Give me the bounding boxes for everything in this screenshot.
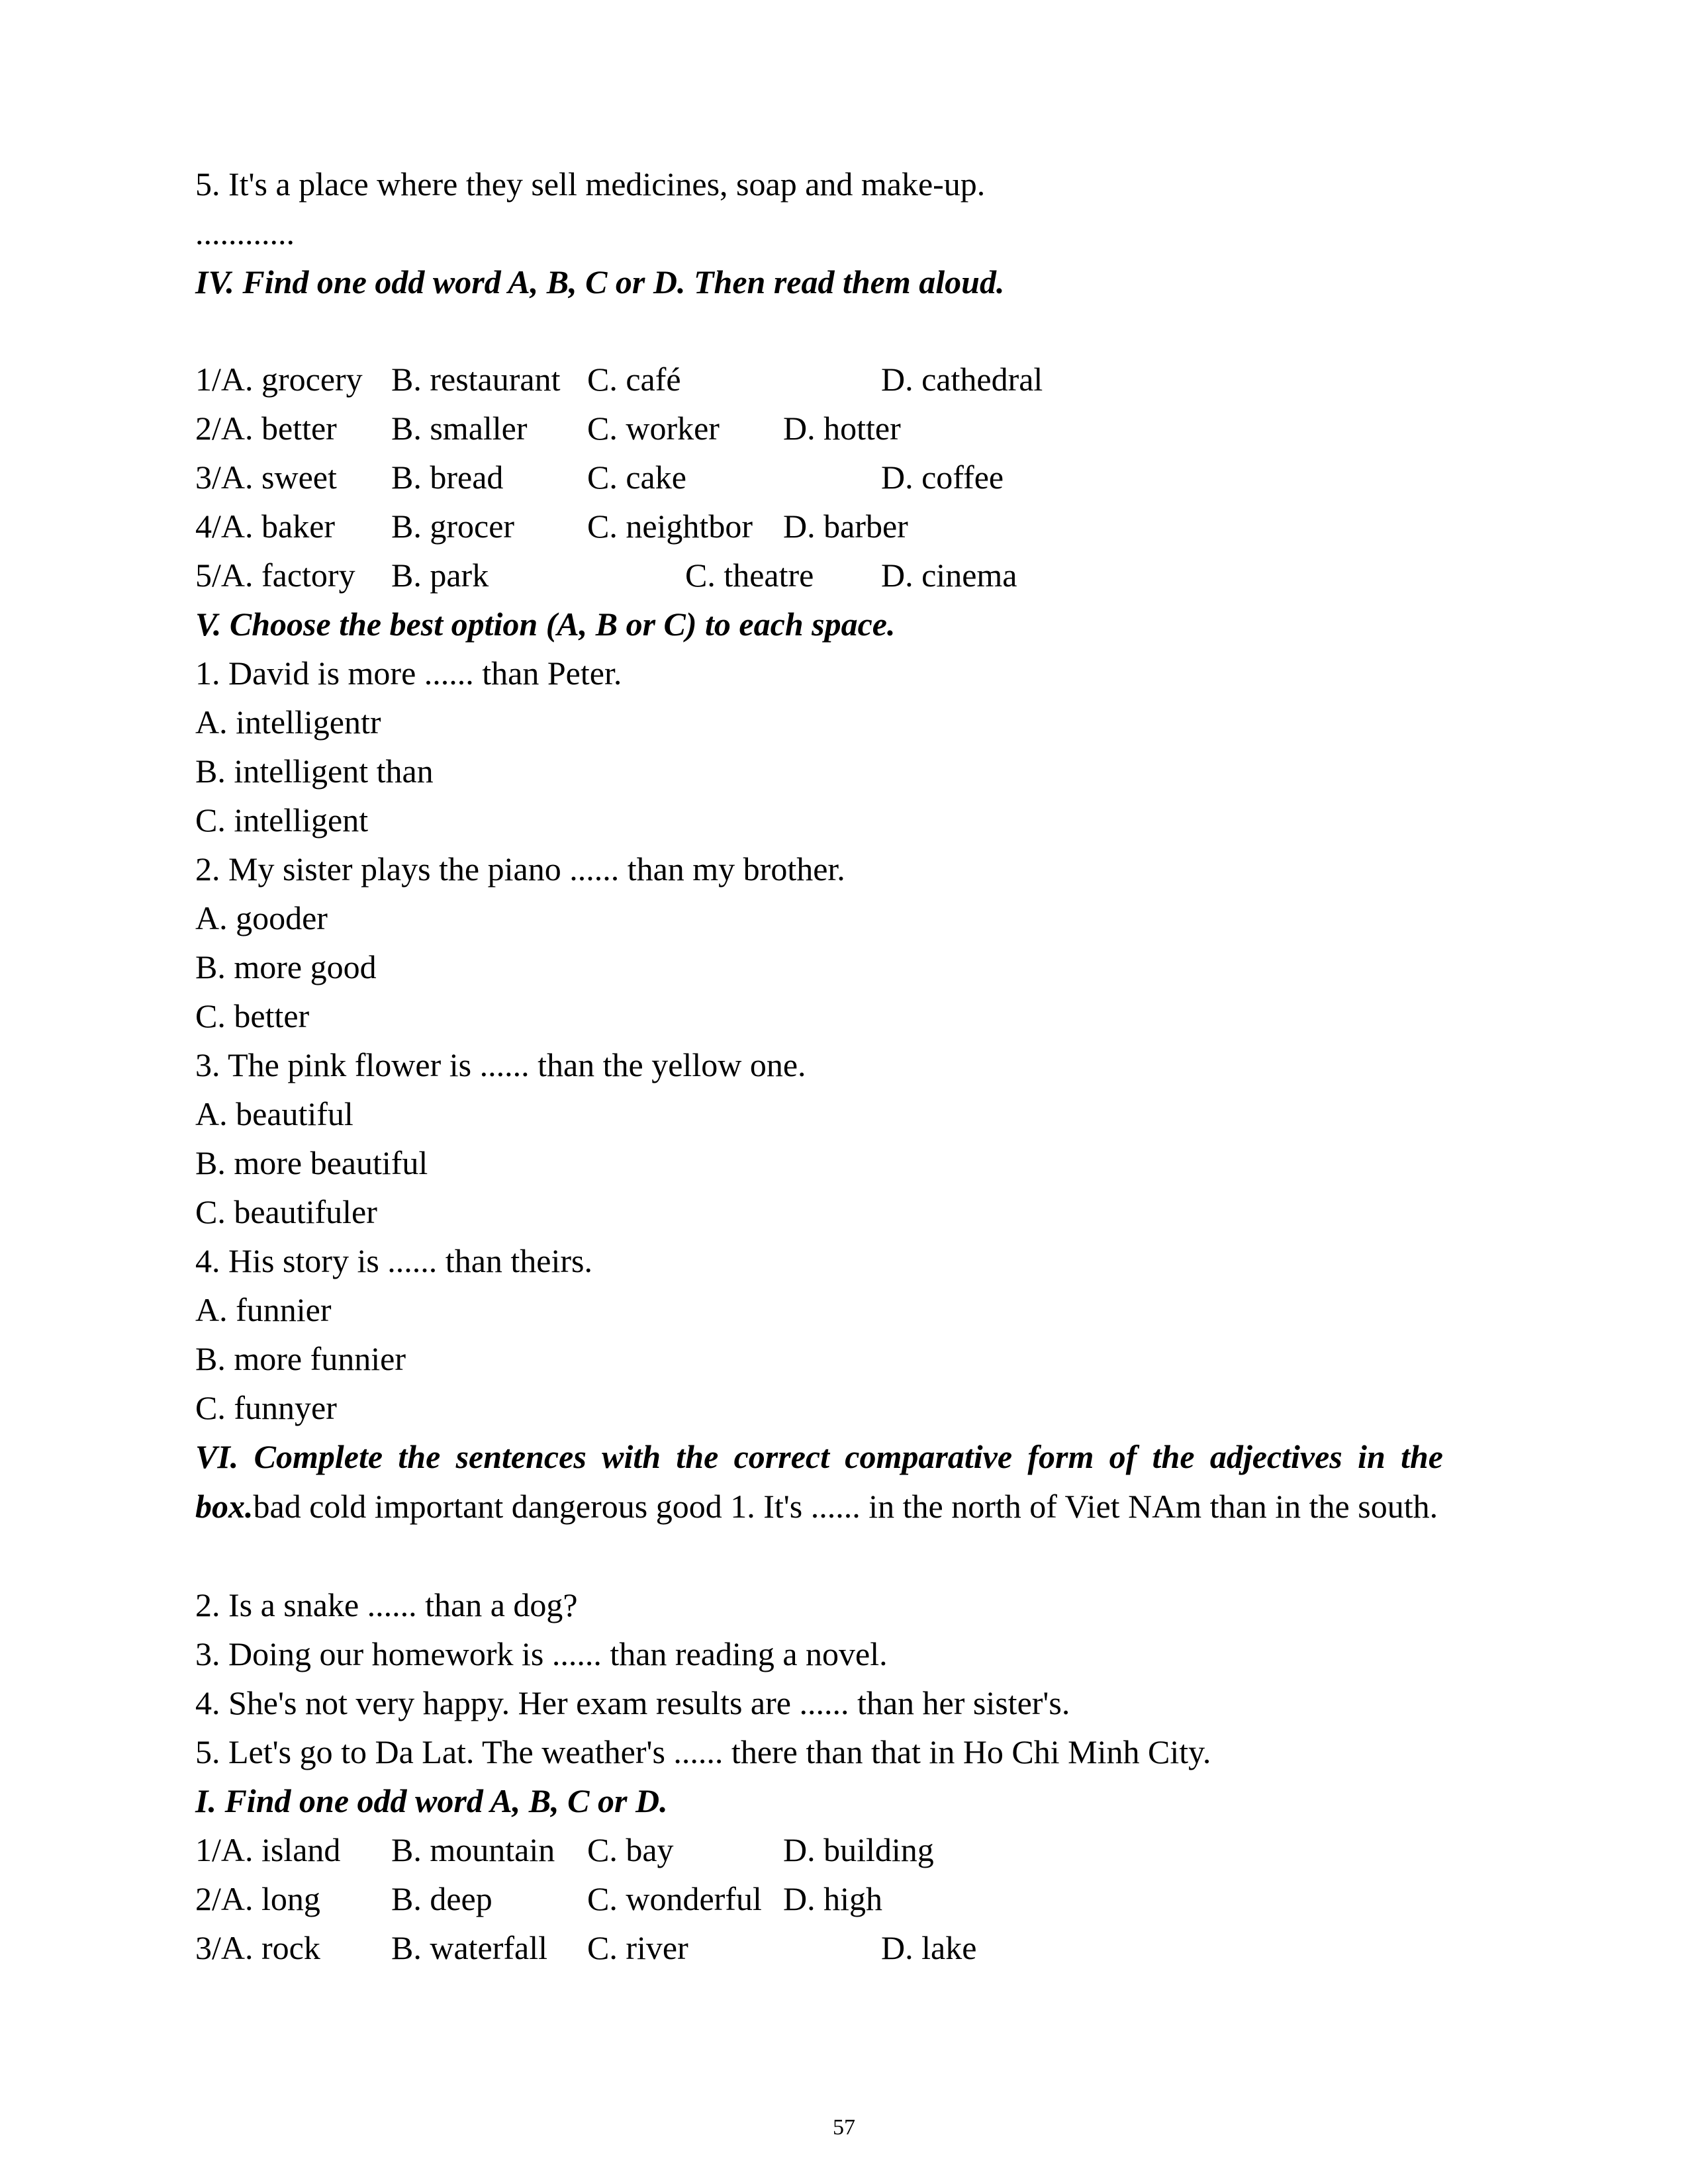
odd-word-row [195, 555, 1453, 595]
section-iv-heading: IV. Find one odd word A, B, C or D. Then read them aloud. [195, 263, 1005, 300]
mc-question: 4. His story is ...... than theirs. [195, 1242, 592, 1279]
odd-word-row [195, 1830, 1453, 1870]
box-word: good [655, 1488, 722, 1525]
odd-word-row [195, 506, 1453, 546]
option-a: 1/A. grocery [195, 361, 363, 398]
mc-option: A. intelligentr [195, 704, 381, 741]
odd-word-row [195, 457, 1453, 497]
mc-option: A. gooder [195, 899, 328, 936]
option-d: D. high [783, 1880, 882, 1917]
option-d: D. cathedral [881, 361, 1043, 398]
answer-blank: ............ [195, 214, 295, 251]
section-vi-paragraph [195, 1432, 1443, 1531]
option-a: 3/A. rock [195, 1929, 320, 1966]
option-b: B. waterfall [391, 1929, 548, 1966]
box-word: important [374, 1488, 504, 1525]
mc-option: B. more funnier [195, 1340, 406, 1377]
mc-option: C. beautifuler [195, 1193, 377, 1230]
mc-option: B. intelligent than [195, 752, 434, 790]
fill-sentence: 5. Let's go to Da Lat. The weather's ...... there than that in Ho Chi Minh City. [195, 1733, 1211, 1770]
section-vi-heading: VI. Complete the sentences with the correct comparative form of the adjectives in the [195, 1438, 1443, 1475]
mc-question: 1. David is more ...... than Peter. [195, 655, 622, 692]
option-b: B. smaller [391, 410, 528, 447]
option-a: 5/A. factory [195, 557, 355, 594]
option-b: B. deep [391, 1880, 492, 1917]
mc-option: C. funnyer [195, 1389, 337, 1426]
odd-word-row [195, 359, 1453, 399]
mc-option: A. beautiful [195, 1095, 353, 1132]
option-c: C. worker [587, 410, 720, 447]
question-5: 5. It's a place where they sell medicines, soap and make-up. [195, 165, 986, 203]
page-number: 57 [833, 2115, 855, 2140]
option-c: C. cake [587, 459, 686, 496]
option-c: C. café [587, 361, 681, 398]
option-d: D. building [783, 1831, 934, 1868]
section-vi-heading-end: box. [195, 1488, 254, 1525]
option-c: C. theatre [685, 557, 814, 594]
mc-option: C. intelligent [195, 801, 369, 839]
fill-sentence: 4. She's not very happy. Her exam results are ...... than her sister's. [195, 1684, 1070, 1721]
mc-question: 3. The pink flower is ...... than the yellow one. [195, 1046, 806, 1083]
option-b: B. grocer [391, 508, 515, 545]
mc-option: B. more good [195, 948, 377, 985]
option-d: D. cinema [881, 557, 1017, 594]
fill-sentence: 3. Doing our homework is ...... than reading a novel. [195, 1635, 888, 1672]
fill-sentence: 1. It's ...... in the north of Viet NAm than in the south. [730, 1488, 1438, 1525]
odd-word-row [195, 1928, 1453, 1968]
mc-question: 2. My sister plays the piano ...... than my brother. [195, 850, 845, 887]
mc-option: C. better [195, 997, 310, 1034]
option-c: C. neightbor [587, 508, 753, 545]
box-word: dangerous [511, 1488, 648, 1525]
section-i-heading: I. Find one odd word A, B, C or D. [195, 1782, 668, 1819]
option-b: B. bread [391, 459, 504, 496]
option-b: B. park [391, 557, 489, 594]
fill-sentence: 2. Is a snake ...... than a dog? [195, 1586, 578, 1623]
option-d: D. hotter [783, 410, 901, 447]
option-c: C. wonderful [587, 1880, 762, 1917]
option-a: 1/A. island [195, 1831, 341, 1868]
mc-option: A. funnier [195, 1291, 332, 1328]
option-c: C. river [587, 1929, 688, 1966]
option-a: 4/A. baker [195, 508, 336, 545]
option-a: 3/A. sweet [195, 459, 337, 496]
option-d: D. coffee [881, 459, 1004, 496]
option-b: B. restaurant [391, 361, 561, 398]
section-v-heading: V. Choose the best option (A, B or C) to each space. [195, 606, 896, 643]
option-d: D. barber [783, 508, 908, 545]
odd-word-row [195, 408, 1453, 448]
option-a: 2/A. better [195, 410, 337, 447]
option-a: 2/A. long [195, 1880, 320, 1917]
option-d: D. lake [881, 1929, 977, 1966]
box-word: cold [309, 1488, 367, 1525]
option-c: C. bay [587, 1831, 674, 1868]
box-word: bad [253, 1488, 301, 1525]
mc-option: B. more beautiful [195, 1144, 428, 1181]
option-b: B. mountain [391, 1831, 555, 1868]
odd-word-row [195, 1879, 1453, 1919]
